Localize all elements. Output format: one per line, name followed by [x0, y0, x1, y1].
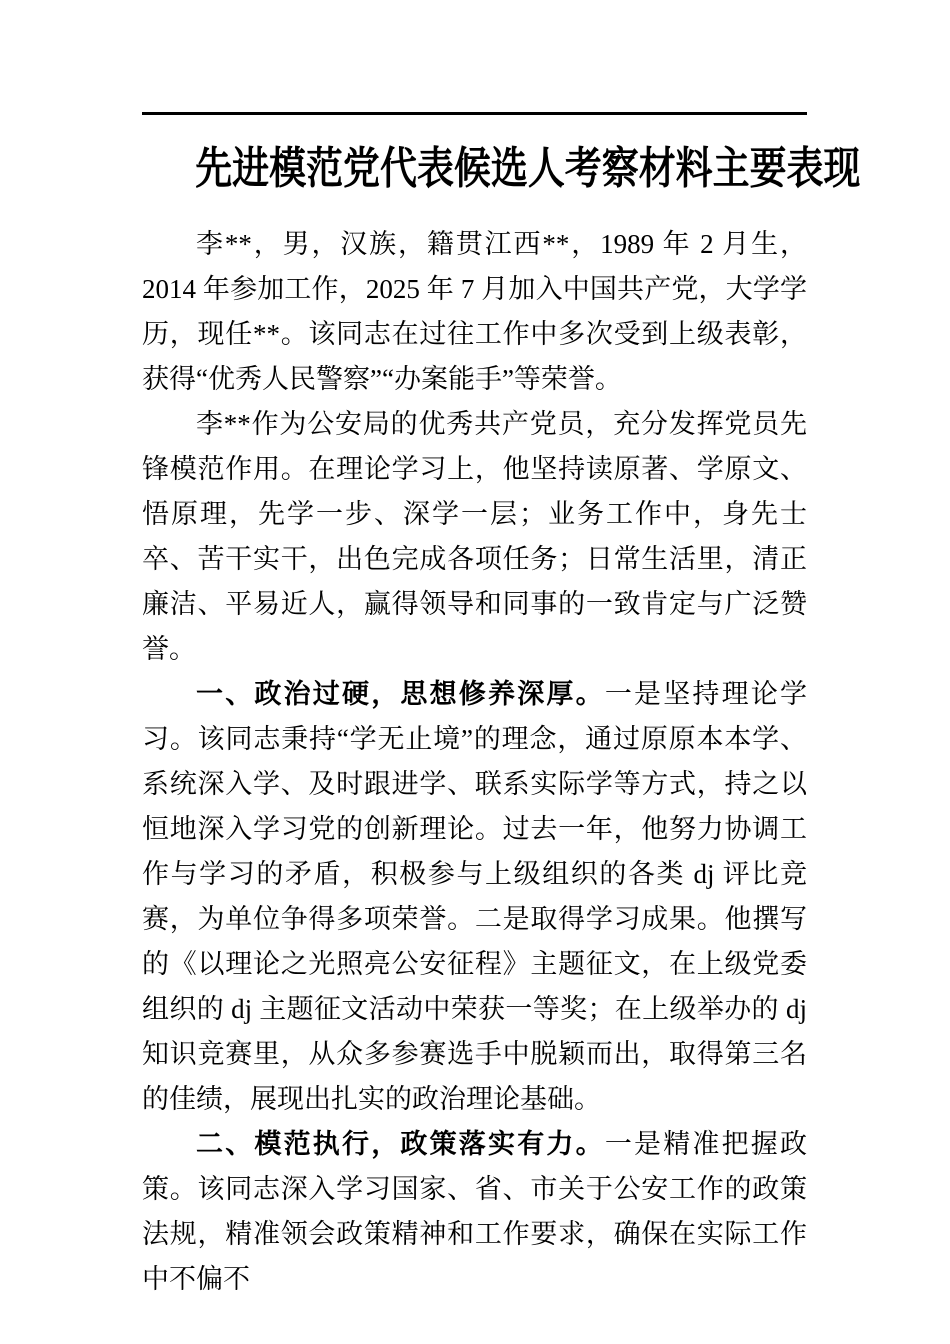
- document-body: [142, 222, 807, 1302]
- document-title: 先进模范党代表候选人考察材料主要表现: [195, 144, 861, 193]
- paragraph-text: 李**，男，汉族，籍贯江西**，1989 年 2 月生，2014 年参加工作，2025 年 7 月加入中国共产党，大学学历，现任**。该同志在过往工作中多次受到上级表彰，获得“优秀人民警察”“办案能手”等荣誉。: [142, 229, 807, 394]
- paragraph-lead: 一、政治过硬，思想修养深厚。: [196, 679, 605, 709]
- paragraph-overview: [142, 402, 807, 672]
- paragraph-text: 李**作为公安局的优秀共产党员，充分发挥党员先锋模范作用。在理论学习上，他坚持读原著、学原文、悟原理，先学一步、深学一层；业务工作中，身先士卒、苦干实干，出色完成各项任务；日常生活里，清正廉洁、平易近人，赢得领导和同事的一致肯定与广泛赞誉。: [142, 409, 807, 664]
- paragraph-text: 一是坚持理论学习。该同志秉持“学无止境”的理念，通过原原本本学、系统深入学、及时跟进学、联系实际学等方式，持之以恒地深入学习党的创新理论。过去一年，他努力协调工作与学习的矛盾，积极参与上级组织的各类 dj 评比竞赛，为单位争得多项荣誉。二是取得学习成果。他撰写的《以理论之光照亮公安征程》主题征文，在上级党委组织的 dj 主题征文活动中荣获一等奖；在上级举办的 dj 知识竞赛里，从众多参赛选手中脱颖而出，取得第三名的佳绩，展现出扎实的政治理论基础。: [142, 679, 808, 1114]
- paragraph-section-2: [142, 1122, 807, 1302]
- header-rule: [142, 112, 807, 115]
- paragraph-lead: 二、模范执行，政策落实有力。: [196, 1129, 605, 1159]
- paragraph-intro: [142, 222, 807, 402]
- paragraph-section-1: [142, 672, 807, 1122]
- paragraph-text: 一是精准把握政策。该同志深入学习国家、省、市关于公安工作的政策法规，精准领会政策精神和工作要求，确保在实际工作中不偏不: [142, 1129, 808, 1294]
